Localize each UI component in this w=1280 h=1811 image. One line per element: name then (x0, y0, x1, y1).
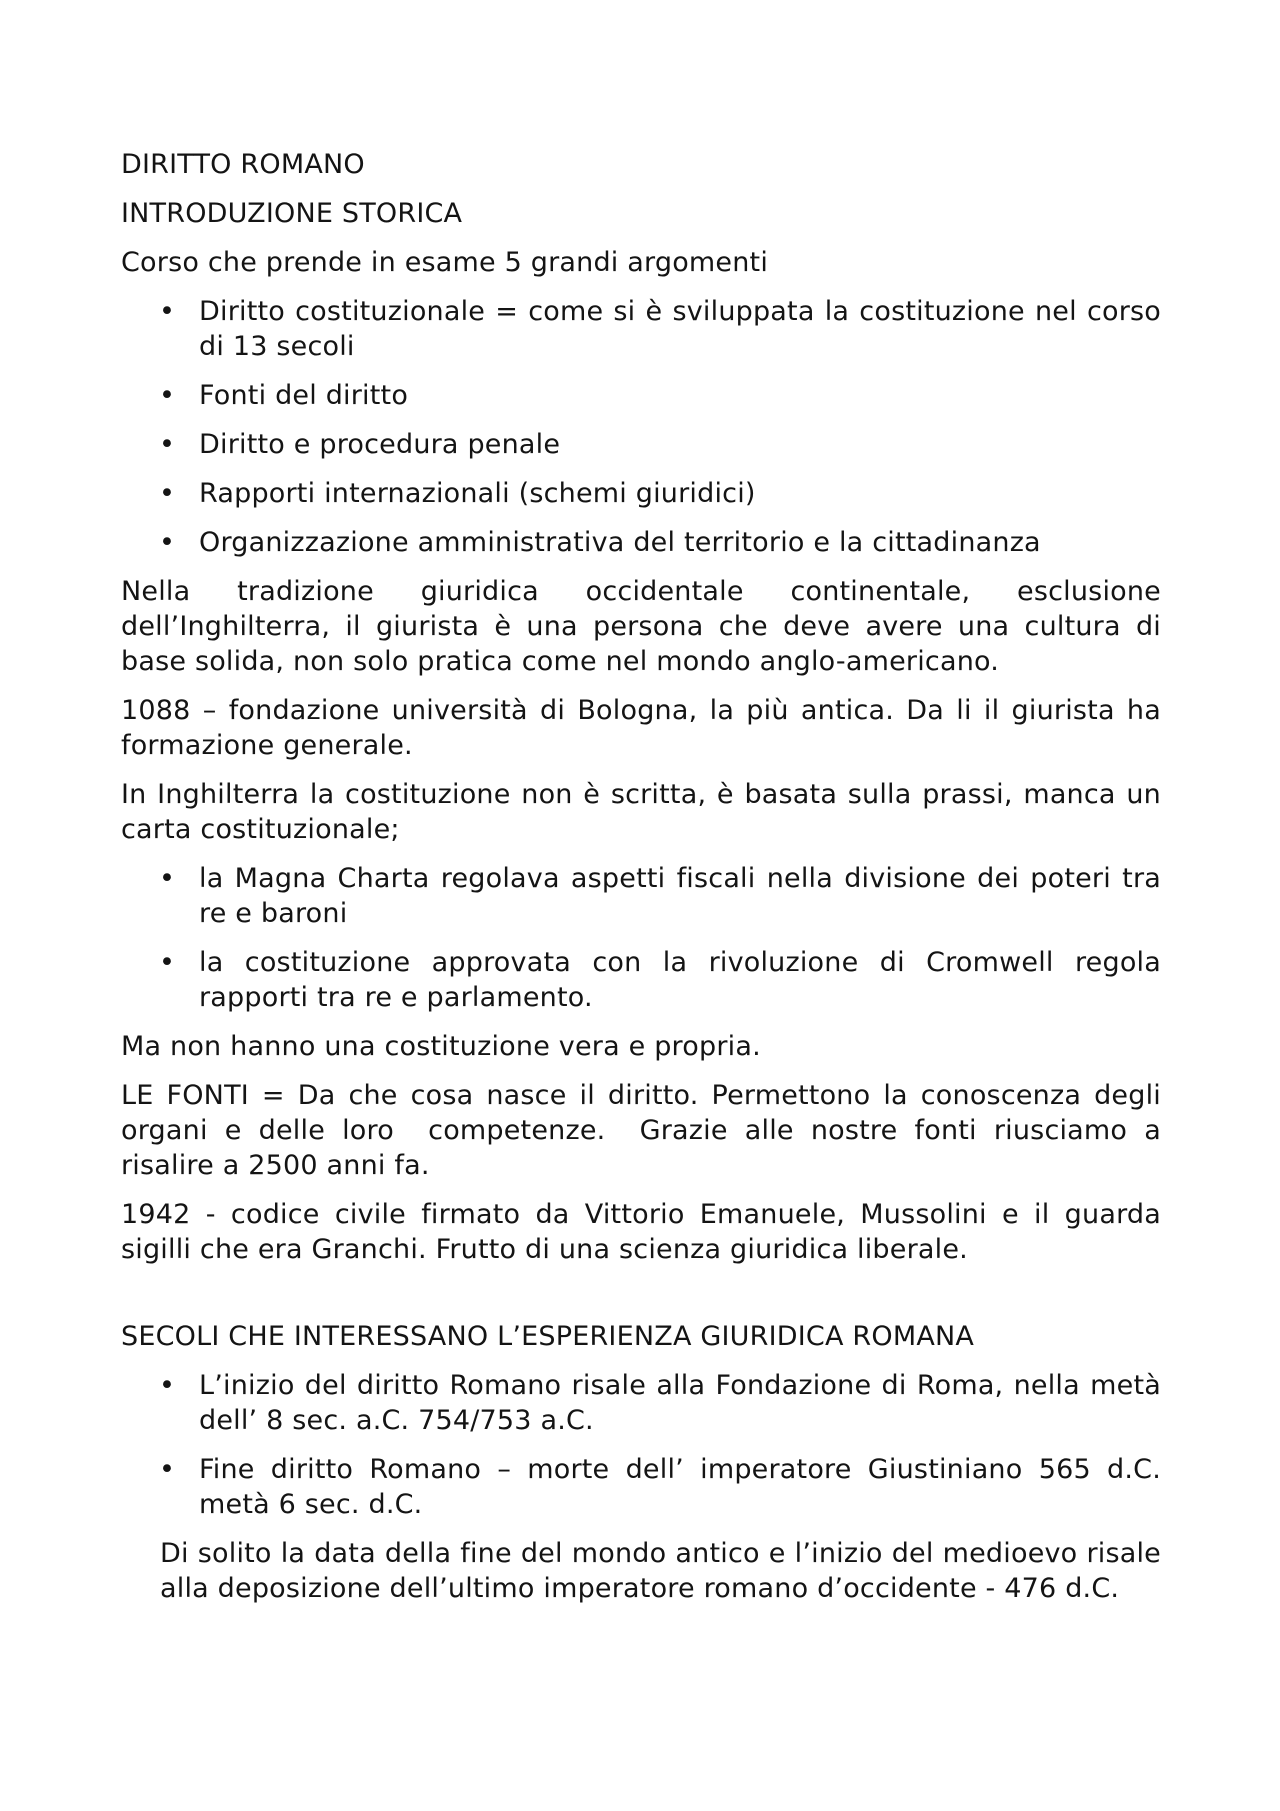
document-page (121, 147, 1170, 1620)
list-item-text: la Magna Charta regolava aspetti fiscali nella divisione dei poteri tra re e baroni (199, 863, 1161, 929)
bullet-icon: • (159, 1454, 176, 1485)
centuries-list (121, 1368, 1161, 1522)
england-list (121, 861, 1161, 1015)
paragraph-vera: Ma non hanno una costituzione vera e propria. (121, 1031, 761, 1062)
list-item-text: Fine diritto Romano – morte dell’ imperatore Giustiniano 565 d.C. metà 6 sec. d.C. (199, 1454, 1161, 1520)
paragraph-tradizione: Nella tradizione giuridica occidentale continentale, esclusione dell’Inghilterra, il giurista è una persona che deve avere una cultura di base solida, non solo pratica come nel mondo anglo-americano. (121, 576, 1161, 677)
document-title: DIRITTO ROMANO (121, 149, 365, 180)
bullet-icon: • (159, 478, 176, 509)
list-item (121, 476, 1161, 511)
list-item (121, 945, 1161, 1015)
bullet-icon: • (159, 1370, 176, 1401)
list-item-text: Organizzazione amministrativa del territorio e la cittadinanza (199, 527, 1041, 558)
list-item (121, 427, 1161, 462)
list-item (121, 861, 1161, 931)
list-item-text: Diritto e procedura penale (199, 429, 561, 460)
document-subtitle: INTRODUZIONE STORICA (121, 198, 463, 229)
intro-text: Corso che prende in esame 5 grandi argomenti (121, 247, 769, 278)
list-item (121, 1368, 1161, 1438)
bullet-icon: • (159, 527, 176, 558)
bullet-icon: • (159, 380, 176, 411)
paragraph-fonti: LE FONTI = Da che cosa nasce il diritto. Permettono la conoscenza degli organi e delle loro competenze. Grazie alle nostre fonti riusciamo a risalire a 2500 anni fa. (121, 1080, 1170, 1181)
list-item-text: Rapporti internazionali (schemi giuridici) (199, 478, 756, 509)
bullet-icon: • (159, 947, 176, 978)
topics-list (121, 294, 1161, 560)
list-item-text: Diritto costituzionale = come si è sviluppata la costituzione nel corso di 13 secoli (199, 296, 1161, 362)
section-spacer (121, 1281, 1161, 1319)
list-item-text: L’inizio del diritto Romano risale alla Fondazione di Roma, nella metà dell’ 8 sec. a.C. 754/753 a.C. (199, 1370, 1161, 1436)
list-item (121, 294, 1161, 364)
paragraph-inghilterra: In Inghilterra la costituzione non è scritta, è basata sulla prassi, manca un carta costituzionale; (121, 779, 1161, 845)
list-item-text: la costituzione approvata con la rivoluzione di Cromwell regola rapporti tra re e parlamento. (199, 947, 1161, 1013)
section-heading: SECOLI CHE INTERESSANO L’ESPERIENZA GIURIDICA ROMANA (121, 1321, 975, 1352)
paragraph-bologna: 1088 – fondazione università di Bologna, la più antica. Da li il giurista ha formazione generale. (121, 695, 1161, 761)
list-item (121, 525, 1161, 560)
list-item-text: Fonti del diritto (199, 380, 409, 411)
closing-paragraph: Di solito la data della fine del mondo antico e l’inizio del medioevo risale alla deposizione dell’ultimo imperatore romano d’occidente - 476 d.C. (160, 1538, 1161, 1604)
bullet-icon: • (159, 863, 176, 894)
bullet-icon: • (159, 296, 176, 327)
paragraph-codice: 1942 - codice civile firmato da Vittorio Emanuele, Mussolini e il guarda sigilli che era Granchi. Frutto di una scienza giuridica liberale. (121, 1199, 1161, 1265)
list-item (121, 1452, 1161, 1522)
list-item (121, 378, 1161, 413)
bullet-icon: • (159, 429, 176, 460)
